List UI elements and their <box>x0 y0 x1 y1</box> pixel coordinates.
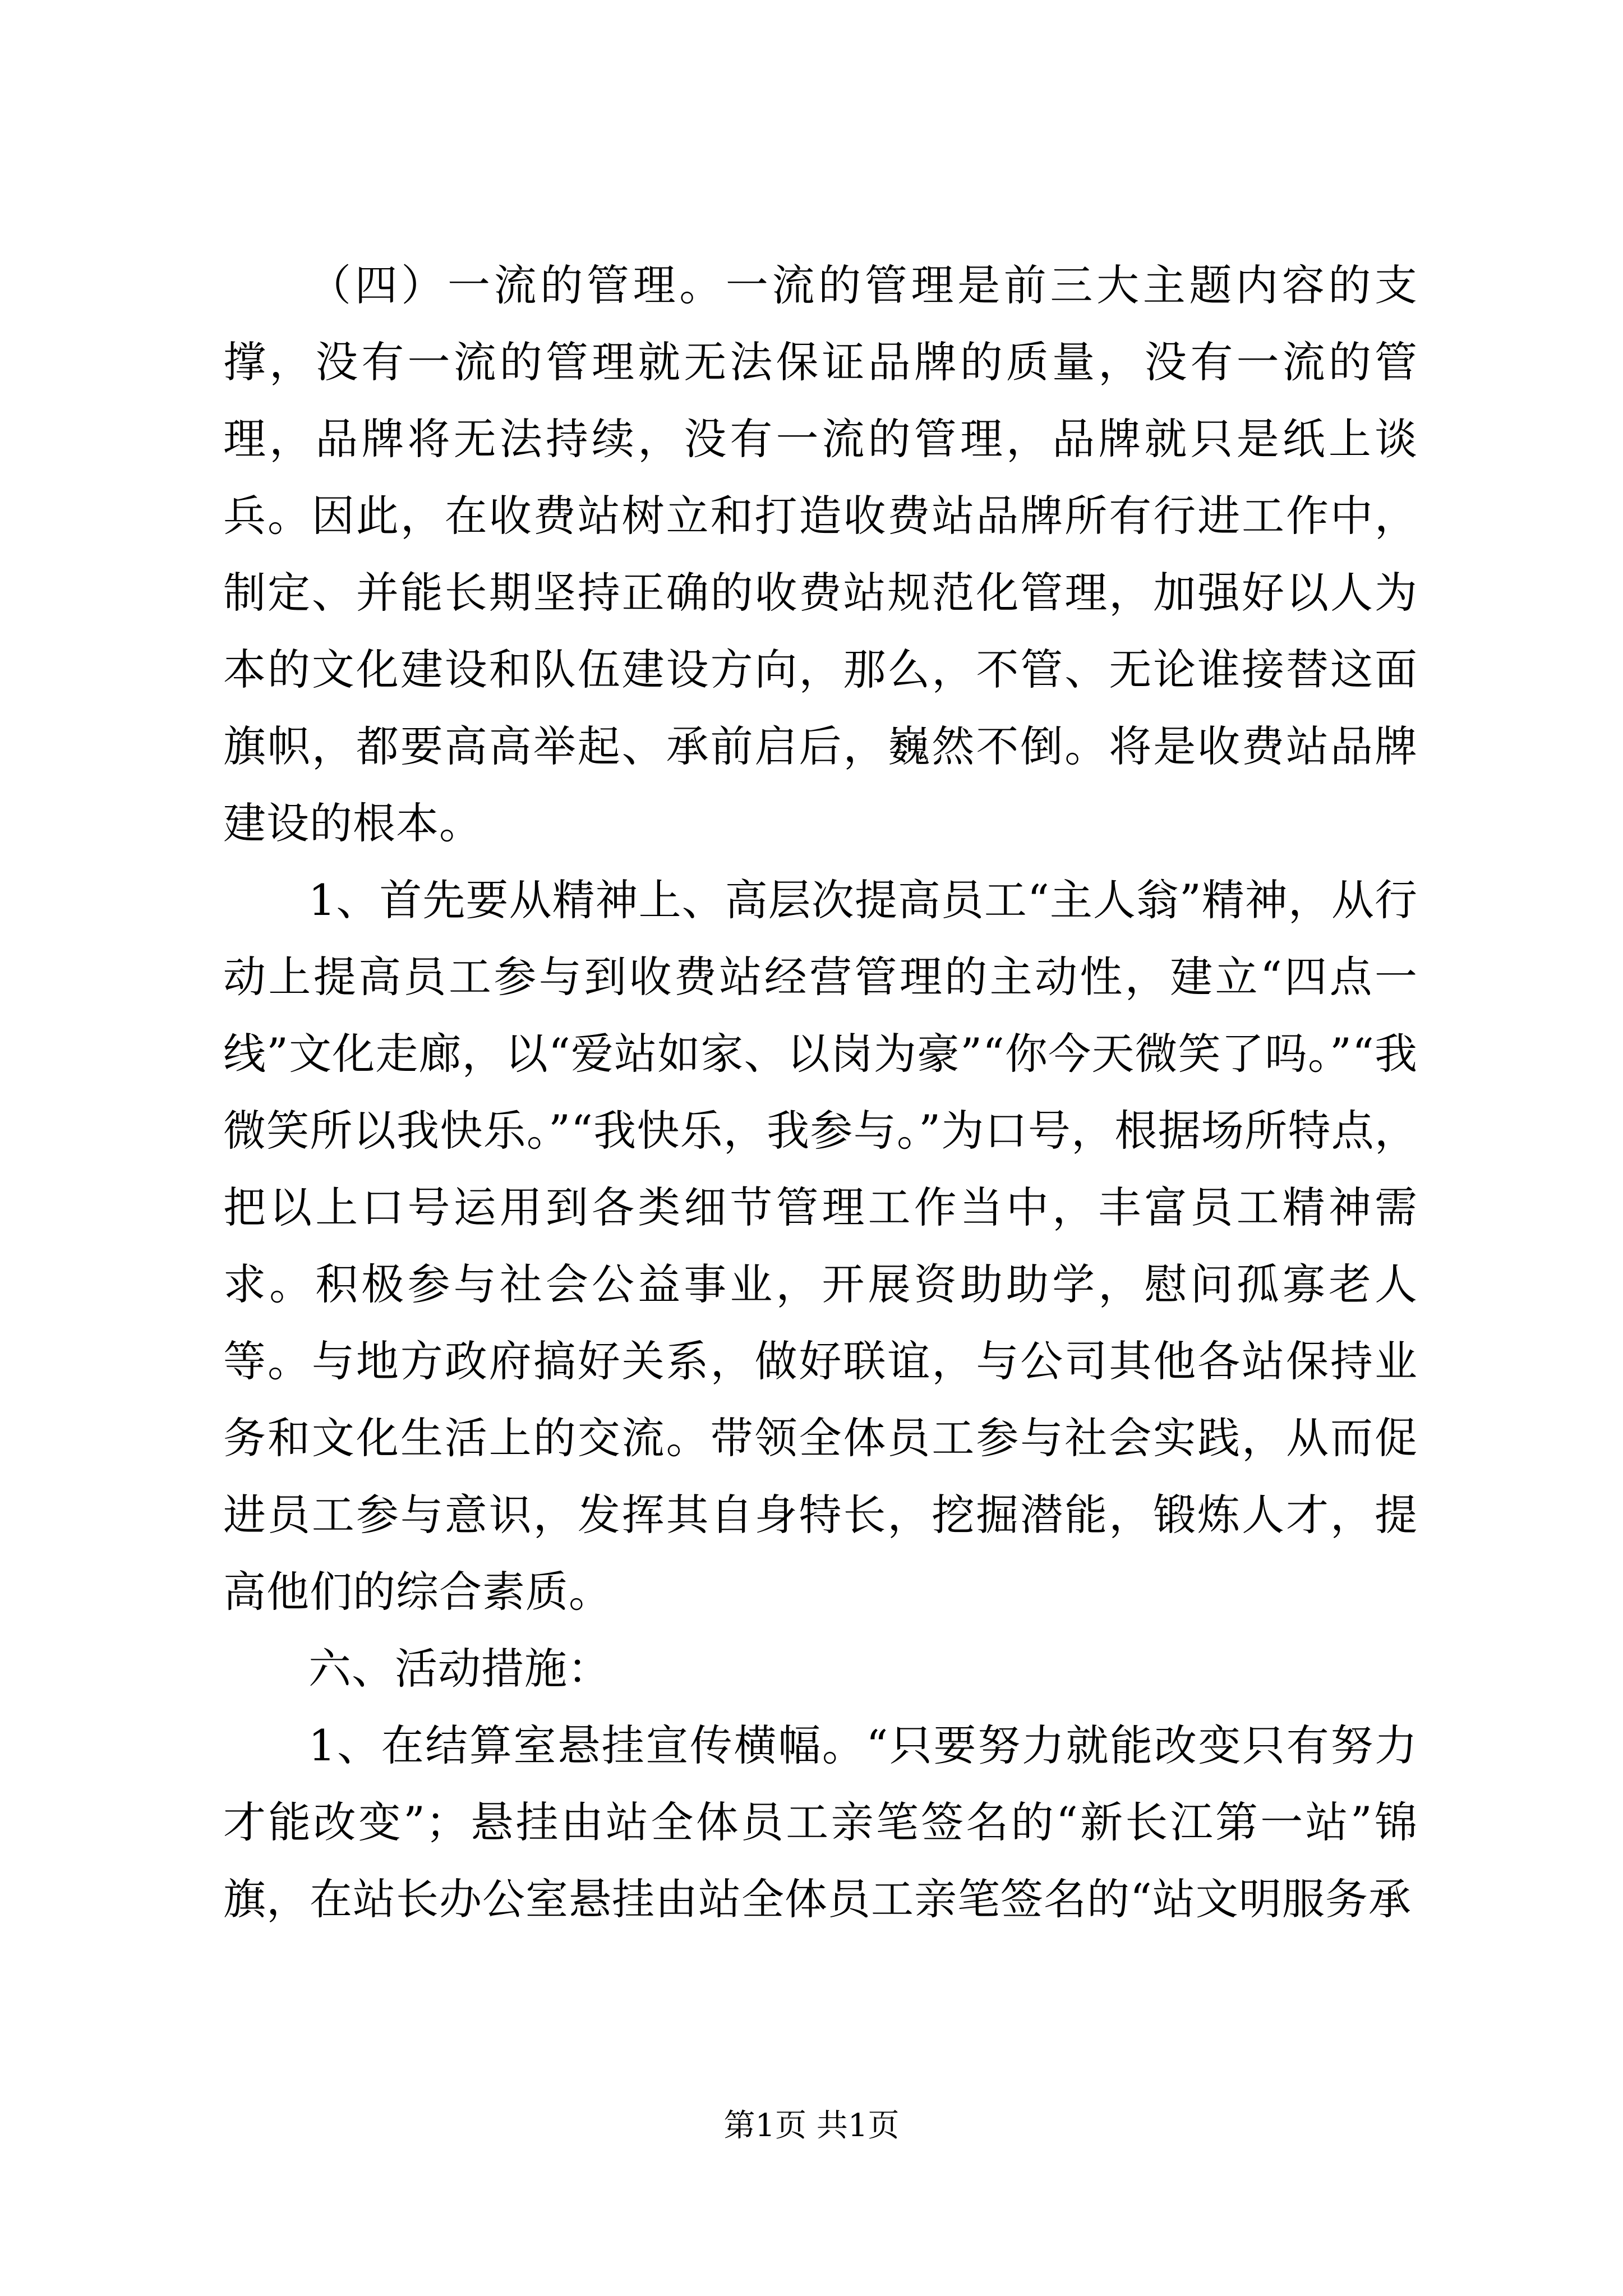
paragraph-spirit: 1、首先要从精神上、高层次提高员工“主人翁”精神，从行动上提高员工参与到收费站经营管理的主动性，建立“四点一线”文化走廊，以“爱站如家、以岗为豪”“你今天微笑了吗。”“我微笑所以我快乐。”“我快乐，我参与。”为口号，根据场所特点，把以上口号运用到各类细节管理工作当中，丰富员工精神需求。积极参与社会公益事业，开展资助助学，慰问孤寡老人等。与地方政府搞好关系，做好联谊，与公司其他各站保持业务和文化生活上的交流。带领全体员工参与社会实践，从而促进员工参与意识，发挥其自身特长，挖掘潜能，锻炼人才，提高他们的综合素质。 <box>223 875 1418 1617</box>
paragraph-banner: 1、在结算室悬挂宣传横幅。“只要努力就能改变只有努力才能改变”；悬挂由站全体员工亲笔签名的“新长江第一站”锦旗，在站长办公室悬挂由站全体员工亲笔签名的“站文明服务承 <box>223 1720 1418 1924</box>
paragraph-management: （四）一流的管理。一流的管理是前三大主题内容的支撑，没有一流的管理就无法保证品牌的质量，没有一流的管理，品牌将无法持续，没有一流的管理，品牌就只是纸上谈兵。因此，在收费站树立和打造收费站品牌所有行进工作中，制定、并能长期坚持正确的收费站规范化管理，加强好以人为本的文化建设和队伍建设方向，那么，不管、无论谁接替这面旗帜，都要高高举起、承前启后，巍然不倒。将是收费站品牌建设的根本。 <box>223 260 1418 848</box>
document-body <box>223 247 1418 1938</box>
section-heading-measures: 六、活动措施： <box>308 1644 611 1694</box>
page-footer: 第1页 共1页 <box>723 2108 900 2144</box>
